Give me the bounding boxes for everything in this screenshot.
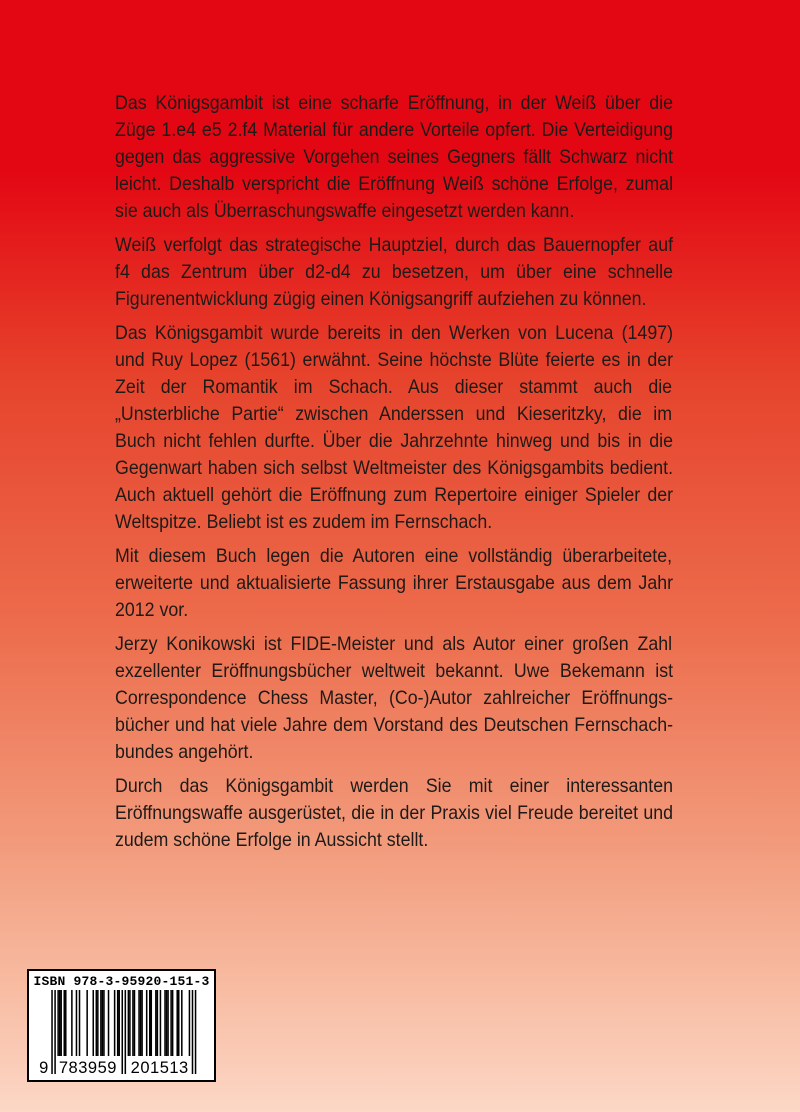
barcode-right-digits: 201513 xyxy=(130,1058,189,1077)
paragraph xyxy=(115,631,673,766)
text-line: Buch nicht fehlen durfte. Über die Jahrzehnte hinweg und bis in die xyxy=(115,430,674,452)
text-line: sie auch als Überraschungswaffe eingesetzt werden kann. xyxy=(115,200,575,222)
text-line: erweiterte und aktualisierte Fassung ihrer Erstausgabe aus dem Jahr xyxy=(115,572,674,594)
paragraph xyxy=(115,90,673,225)
text-line: exzellenter Eröffnungsbücher weltweit bekannt. Uwe Bekemann ist xyxy=(115,660,674,682)
paragraph xyxy=(115,232,673,313)
barcode-left-digits: 783959 xyxy=(58,1058,117,1077)
barcode-first-digit: 9 xyxy=(39,1058,49,1077)
text-line: Gegenwart haben sich selbst Weltmeister des Königsgambits bedient. xyxy=(115,457,674,479)
text-line: f4 das Zentrum über d2-d4 zu besetzen, um über eine schnelle xyxy=(115,261,674,283)
text-line: Jerzy Konikowski ist FIDE-Meister und als Autor einer großen Zahl xyxy=(115,633,673,655)
isbn-barcode-box xyxy=(27,969,216,1082)
text-line: und Ruy Lopez (1561) erwähnt. Seine höchste Blüte feierte es in der xyxy=(115,349,674,371)
text-line: Durch das Königsgambit werden Sie mit einer interessanten xyxy=(115,775,674,797)
text-line: Eröffnungswaffe ausgerüstet, die in der Praxis viel Freude bereitet und xyxy=(115,802,674,824)
back-cover-blurb xyxy=(115,90,673,861)
paragraph xyxy=(115,773,673,854)
ean13-barcode xyxy=(36,990,207,1077)
paragraph xyxy=(115,543,673,624)
text-line: Correspondence Chess Master, (Co-)Autor zahlreicher Eröffnungs- xyxy=(115,687,674,709)
text-line: Zeit der Romantik im Schach. Aus dieser stammt auch die xyxy=(115,376,673,398)
text-line: bundes angehört. xyxy=(115,741,254,763)
text-line: Weltspitze. Beliebt ist es zudem im Fernschach. xyxy=(115,511,493,533)
text-line: Das Königsgambit wurde bereits in den Werken von Lucena (1497) xyxy=(115,322,674,344)
text-line: bücher und hat viele Jahre dem Vorstand des Deutschen Fernschach- xyxy=(115,714,674,736)
text-line: zudem schöne Erfolge in Aussicht stellt. xyxy=(115,829,429,851)
text-line: 2012 vor. xyxy=(115,599,189,621)
text-line: Weiß verfolgt das strategische Hauptziel, durch das Bauernopfer auf xyxy=(115,234,674,256)
text-line: Auch aktuell gehört die Eröffnung zum Repertoire einiger Spieler der xyxy=(115,484,674,506)
paragraph xyxy=(115,320,673,536)
text-line: gegen das aggressive Vorgehen seines Gegners fällt Schwarz nicht xyxy=(115,146,674,168)
text-line: Das Königsgambit ist eine scharfe Eröffnung, in der Weiß über die xyxy=(115,92,674,114)
text-line: leicht. Deshalb verspricht die Eröffnung Weiß schöne Erfolge, zumal xyxy=(115,173,674,195)
text-line: „Unsterbliche Partie“ zwischen Anderssen und Kieseritzky, die im xyxy=(115,403,673,425)
text-line: Züge 1.e4 e5 2.f4 Material für andere Vorteile opfert. Die Verteidigung xyxy=(115,119,674,141)
text-line: Figurenentwicklung zügig einen Königsangriff aufziehen zu können. xyxy=(115,288,647,310)
text-line: Mit diesem Buch legen die Autoren eine vollständig überarbeitete, xyxy=(115,545,673,567)
isbn-label: ISBN 978-3-95920-151-3 xyxy=(33,974,210,989)
